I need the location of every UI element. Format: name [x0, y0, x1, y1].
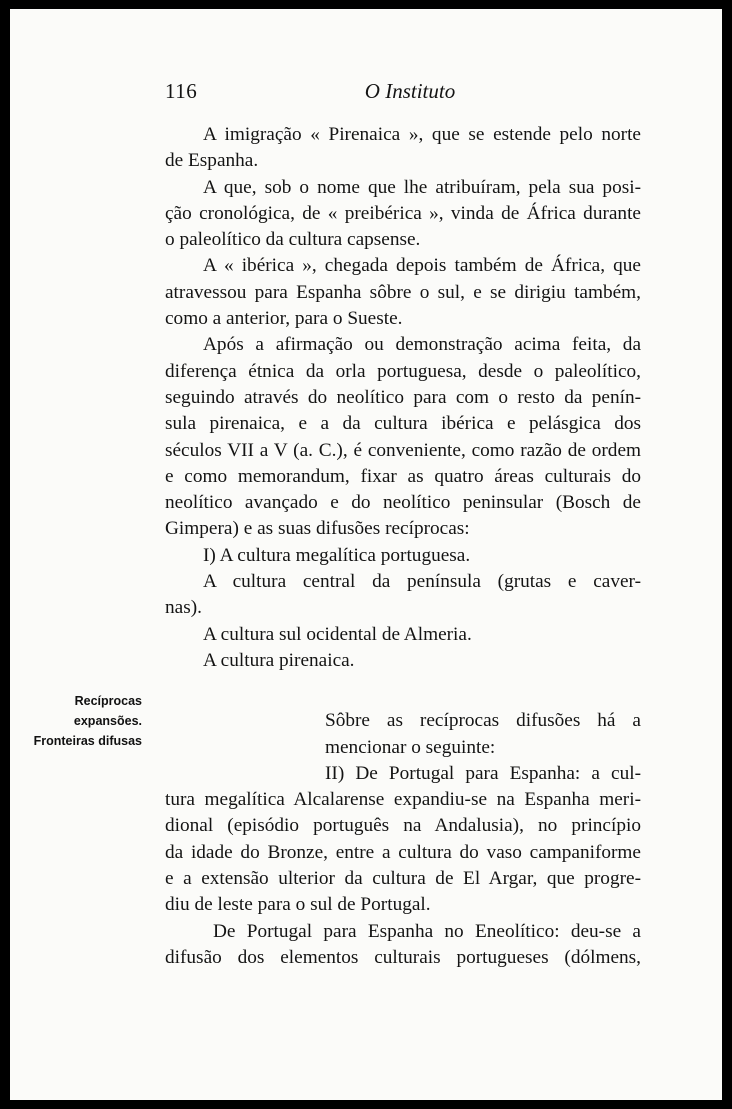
text-line: Gimpera) e as suas difusões recíprocas:	[165, 518, 470, 540]
text-line: séculos VII a V (a. C.), é conveniente, como razão de ordem	[165, 439, 641, 461]
text-line: Após a afirmação ou demonstração acima feita, da	[203, 334, 641, 356]
text-line: A cultura central da península (grutas e caver-	[203, 571, 641, 593]
running-title: O Instituto	[364, 79, 456, 103]
text-line: atravessou para Espanha sôbre o sul, e se dirigiu também,	[165, 281, 641, 303]
margin-note: Recíprocas	[74, 694, 142, 708]
text-line: II) De Portugal para Espanha: a cul-	[325, 762, 641, 784]
text-line: o paleolítico da cultura capsense.	[165, 229, 421, 251]
paragraph-gap	[165, 674, 641, 708]
margin-notes	[10, 691, 142, 751]
text-line: tura megalítica Alcalarense expandiu-se na Espanha meri-	[165, 789, 641, 811]
text-line: ção cronológica, de « preibérica », vinda de África durante	[165, 202, 641, 224]
text-line: nas).	[165, 597, 202, 619]
book-page	[10, 9, 722, 1100]
text-line: como a anterior, para o Sueste.	[165, 308, 403, 330]
text-line: A imigração « Pirenaica », que se estende pelo norte	[203, 124, 641, 145]
text-line: A « ibérica », chegada depois também de África, que	[203, 255, 641, 277]
text-line: sula pirenaica, e a da cultura ibérica e pelásgica dos	[165, 413, 641, 435]
text-line: e a extensão ulterior da cultura de El Argar, que progre-	[165, 868, 641, 890]
page-header	[165, 79, 645, 109]
text-line: I) A cultura megalítica portuguesa.	[203, 544, 471, 566]
text-line: A cultura pirenaica.	[203, 649, 355, 671]
text-line: seguindo através do neolítico para com o resto da penín-	[165, 386, 641, 408]
text-line: neolítico avançado e do neolítico peninsular (Bosch de	[165, 492, 641, 514]
text-line: difusão dos elementos culturais portugueses (dólmens,	[165, 946, 641, 968]
text-line: De Portugal para Espanha no Eneolítico: deu-se a	[213, 920, 641, 942]
text-line: mencionar o seguinte:	[325, 736, 496, 758]
text-line: A que, sob o nome que lhe atribuíram, pela sua posi-	[203, 176, 641, 198]
text-line: de Espanha.	[165, 150, 259, 172]
text-line: diferença étnica da orla portuguesa, desde o paleolítico,	[165, 360, 641, 382]
text-line: A cultura sul ocidental de Almeria.	[203, 623, 472, 645]
text-line: dional (episódio português na Andalusia), no princípio	[165, 815, 641, 837]
text-line: e como memorandum, fixar as quatro áreas culturais do	[165, 465, 641, 487]
margin-note: expansões.	[73, 714, 142, 728]
body-text	[165, 122, 641, 971]
text-line: Sôbre as recíprocas difusões há a	[325, 710, 641, 732]
text-line: da idade do Bronze, entre a cultura do vaso campaniforme	[165, 841, 641, 863]
margin-note: Fronteiras difusas	[33, 734, 142, 748]
text-line: diu de leste para o sul de Portugal.	[165, 894, 431, 916]
page-number: 116	[165, 79, 198, 103]
